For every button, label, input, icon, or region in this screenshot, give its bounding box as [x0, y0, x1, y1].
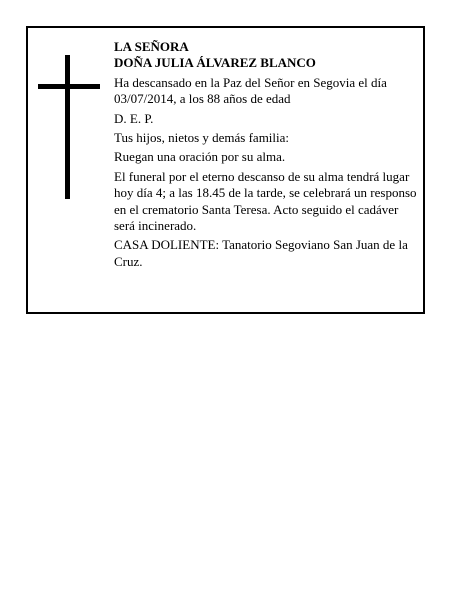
mourning-house: CASA DOLIENTE: Tanatorio Segoviano San Juan de la Cruz.: [114, 237, 408, 269]
death-statement: Ha descansado en la Paz del Señor en Segovia el día 03/07/2014, a los 88 años de edad: [114, 74, 387, 107]
notice-text-block: [114, 39, 422, 270]
obituary-notice: [26, 26, 425, 314]
funeral-details: El funeral por el eterno descanso de su alma tendrá lugar hoy día 4; a las 18.45 de la tarde, se celebrará un responso en el crematorio Santa Teresa. Acto seguido el cadáver será incinerado.: [114, 168, 417, 234]
cross-horizontal-bar: [38, 84, 100, 89]
family-line: Tus hijos, nietos y demás familia:: [114, 130, 290, 146]
rest-in-peace: D. E. P.: [114, 110, 154, 126]
cross-vertical-bar: [65, 55, 70, 199]
latin-cross-icon: [38, 55, 100, 199]
notice-title: LA SEÑORA: [114, 39, 189, 54]
deceased-name: DOÑA JULIA ÁLVAREZ BLANCO: [114, 55, 316, 71]
prayer-request: Ruegan una oración por su alma.: [114, 149, 286, 165]
